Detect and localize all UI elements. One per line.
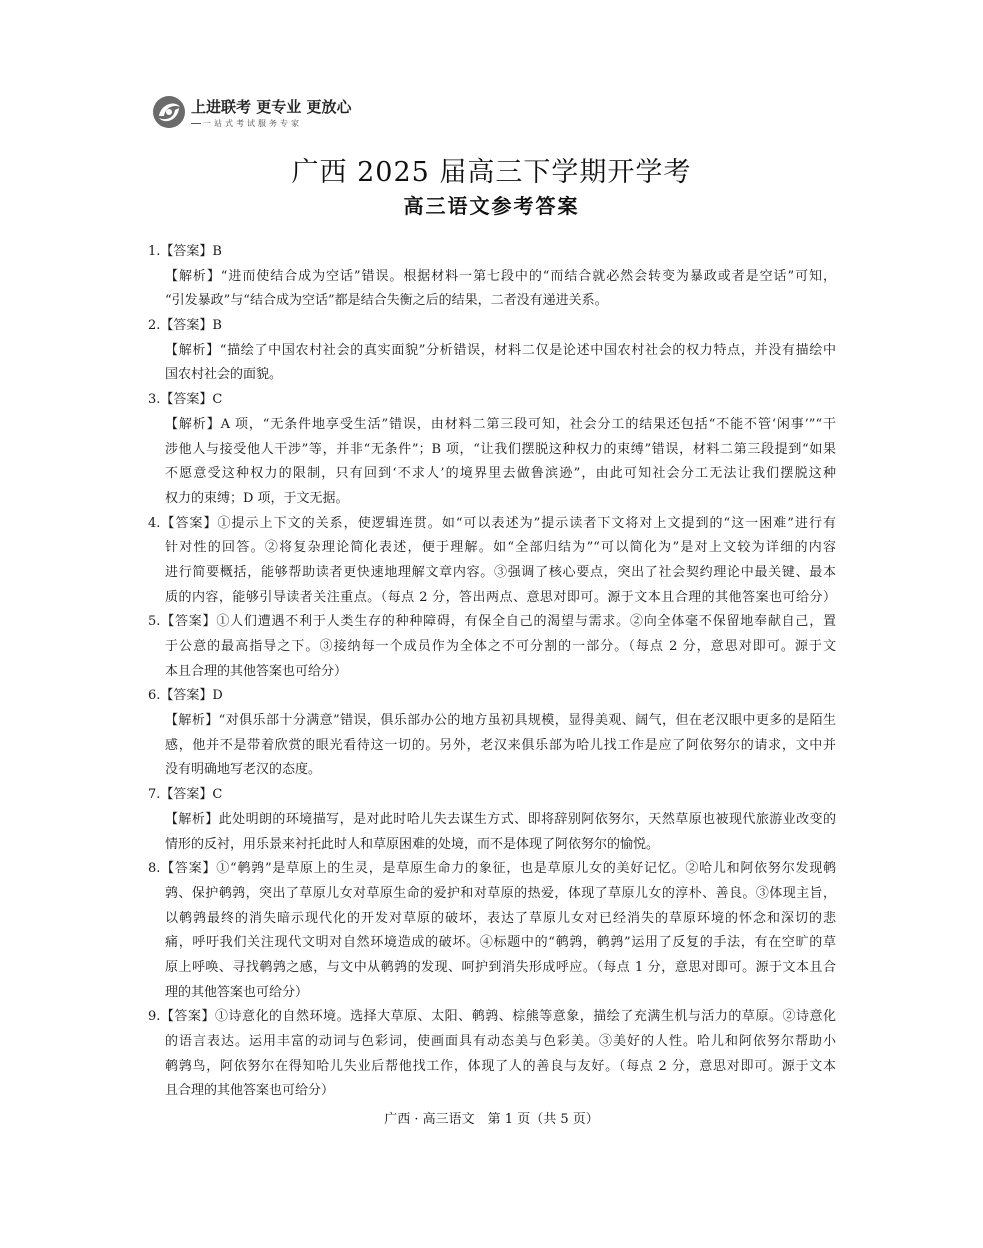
- answer-line: 【解析】“对俱乐部十分满意”错误，俱乐部办公的地方虽初具规模，显得美观、阔气，但在老汉眼中更多的是陌生: [165, 713, 836, 729]
- answer-line: 感，他并不是带着欣赏的眼光看待这一切的。另外，老汉来俱乐部为哈儿找工作是应了阿依努尔的请求，文中并: [165, 737, 836, 753]
- answer-line: 本且合理的其他答案也可给分）: [165, 663, 348, 679]
- page-footer: 广西 · 高三语文 第 1 页（共 5 页）: [384, 1112, 599, 1127]
- answer-line: 8.【答案】①“鹌鹑”是草原上的生灵，是草原生命力的象征，也是草原儿女的美好记忆。②哈儿和阿依努尔发现鹌: [148, 861, 836, 877]
- answer-line: 涉他人与接受他人干涉”等，并非“无条件”；B 项，“让我们摆脱这种权力的束缚”错误，材料二第三段提到“如果: [165, 441, 836, 457]
- answer-line: 【解析】“描绘了中国农村社会的真实面貌”分析错误，材料二仅是论述中国农村社会的权力特点，并没有描绘中: [165, 342, 836, 358]
- answer-line: 国农村社会的面貌。: [165, 367, 283, 383]
- answer-line: 进行简要概括，能够帮助读者更快速地理解文章内容。③强调了核心要点，突出了社会契约理论中最关键、最本: [165, 564, 836, 580]
- answer-line: 【解析】“进而使结合成为空话”错误。根据材料一第七段中的“而结合就必然会转变为暴政或者是空话”可知，: [165, 268, 836, 284]
- answer-line: 不愿意受这种权力的限制，只有回到‘不求人’的境界里去做鲁滨逊”，由此可知社会分工无法让我们摆脱这种: [165, 466, 836, 482]
- answer-line: 原上呼唤、寻找鹌鹑之感，与文中从鹌鹑的发现、呵护到消失形成呼应。（每点 1 分，意思对即可。源于文本且合: [165, 959, 836, 975]
- brand-tagline: 一站式考试服务专家: [203, 119, 302, 128]
- answer-line: 鹌鹑鸟，阿依努尔在得知哈儿失业后帮他找工作，体现了人的善良与友好。（每点 2 分，意思对即可。源于文本: [165, 1058, 836, 1074]
- tagline-dash: [191, 123, 201, 124]
- answer-line: 情形的反衬，用乐景来衬托此时人和草原困难的处境，而不是体现了阿依努尔的愉悦。: [165, 836, 660, 852]
- answer-line: 2.【答案】B: [148, 318, 222, 334]
- answer-line: 5.【答案】①人们遭遇不利于人类生存的种种障碍，有保全自己的渴望与需求。②向全体毫不保留地奉献自己，置: [148, 614, 836, 630]
- answer-line: 痛，呼吁我们关注现代文明对自然环境造成的破坏。④标题中的“鹌鹑，鹌鹑”运用了反复的手法，有在空旷的草: [165, 935, 836, 951]
- brand-logo: [151, 92, 371, 136]
- answer-line: 质的内容，能够引导读者关注重点。（每点 2 分，答出两点、意思对即可。源于文本且合理的其他答案也可给分）: [165, 589, 836, 605]
- answer-line: 【解析】A 项，“无条件地享受生活”错误，由材料二第三段可知，社会分工的结果还包括“不能不管‘闲事’”“干: [165, 416, 836, 432]
- brand-swirl-icon: [151, 94, 187, 130]
- answer-line: 1.【答案】B: [148, 244, 222, 259]
- answer-line: 的语言表达。运用丰富的动词与色彩词，使画面具有动态美与色彩美。③美好的人性。哈儿和阿依努尔帮助小: [165, 1034, 836, 1049]
- page-title: 广西 2025 届高三下学期开学考: [291, 157, 692, 188]
- answer-line: 于公意的最高指导之下。③接纳每一个成员作为全体之不可分割的一部分。（每点 2 分，意思对即可。源于文: [165, 639, 836, 654]
- answer-line: 【解析】此处明朗的环境描写，是对此时哈儿失去谋生方式、即将辞别阿依努尔，天然草原也被现代旅游业改变的: [165, 811, 836, 827]
- answer-line: 鹑、保护鹌鹑，突出了草原儿女对草原生命的爱护和对草原的热爱，体现了草原儿女的淳朴、善良。③体现主旨，: [165, 885, 836, 901]
- answer-line: 理的其他答案也可给分）: [165, 984, 309, 1000]
- answer-line: 权力的束缚；D 项，于文无据。: [165, 490, 349, 506]
- answer-line: “引发暴政”与“结合成为空话”都是结合失衡之后的结果，二者没有递进关系。: [165, 293, 608, 309]
- answer-body: [148, 240, 836, 1104]
- answer-line: 3.【答案】C: [148, 392, 223, 408]
- answer-line: 针对性的回答。②将复杂理论简化表述，便于理解。如“全部归结为”“可以简化为”是对上文较为详细的内容: [165, 540, 836, 556]
- page-subtitle: 高三语文参考答案: [403, 194, 580, 218]
- answer-line: 4.【答案】①提示上下文的关系，使逻辑连贯。如“可以表述为”提示读者下文将对上文提到的“这一困难”进行有: [148, 515, 836, 531]
- answer-line: 没有明确地写老汉的态度。: [165, 762, 322, 778]
- answer-line: 6.【答案】D: [148, 688, 223, 704]
- answer-line: 9.【答案】①诗意化的自然环境。选择大草原、太阳、鹌鹑、棕熊等意象，描绘了充满生机与活力的草原。②诗意化: [148, 1009, 836, 1025]
- answer-line: 7.【答案】C: [148, 787, 223, 803]
- answer-line: 以鹌鹑最终的消失暗示现代化的开发对草原的破坏，表达了草原儿女对已经消失的草原环境的怀念和深切的悲: [165, 910, 836, 926]
- answer-line: 且合理的其他答案也可给分）: [165, 1083, 335, 1099]
- brand-slogan: 上进联考 更专业 更放心: [191, 98, 352, 116]
